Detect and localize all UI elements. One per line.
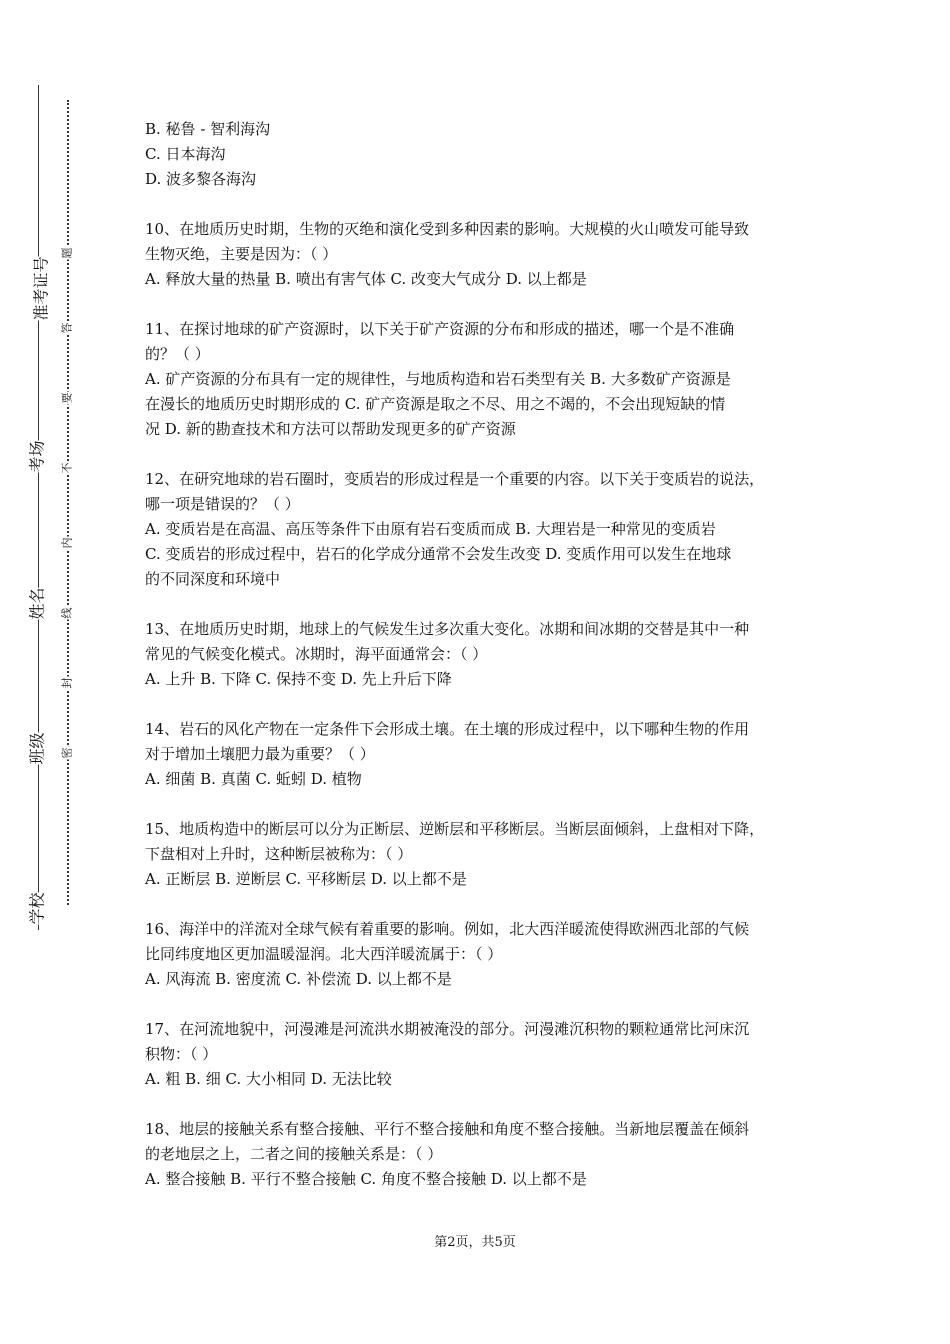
seal-char: 密 xyxy=(57,747,77,760)
question-line: 12、在研究地球的岩石圈时，变质岩的形成过程是一个重要的内容。以下关于变质岩的说法， xyxy=(145,470,765,488)
question-line: A. 风海流 B. 密度流 C. 补偿流 D. 以上都不是 xyxy=(145,970,452,988)
question-line: 常见的气候变化模式。冰期时，海平面通常会：（ ） xyxy=(145,645,488,663)
question-line: A. 上升 B. 下降 C. 保持不变 D. 先上升后下降 xyxy=(145,670,452,688)
question-line: C. 变质岩的形成过程中，岩石的化学成分通常不会发生改变 D. 变质作用可以发生在地球 xyxy=(145,545,732,563)
question-line: 的不同深度和环境中 xyxy=(145,570,281,588)
question-13 xyxy=(145,617,825,692)
seal-char: 内 xyxy=(57,537,77,550)
question-line: 下盘相对上升时，这种断层被称为：（ ） xyxy=(145,845,413,863)
question-line: 11、在探讨地球的矿产资源时，以下关于矿产资源的分布和形成的描述，哪一个是不准确 xyxy=(145,320,735,338)
question-16 xyxy=(145,917,825,992)
question-line: A. 变质岩是在高温、高压等条件下由原有岩石变质而成 B. 大理岩是一种常见的变质岩 xyxy=(145,520,716,538)
question-14 xyxy=(145,717,825,792)
question-line: A. 正断层 B. 逆断层 C. 平移断层 D. 以上都不是 xyxy=(145,870,467,888)
question-line: 积物：（ ） xyxy=(145,1045,218,1063)
question-line: A. 整合接触 B. 平行不整合接触 C. 角度不整合接触 D. 以上都不是 xyxy=(145,1170,587,1188)
question-line: A. 粗 B. 细 C. 大小相同 D. 无法比较 xyxy=(145,1070,392,1088)
question-line: 18、地层的接触关系有整合接触、平行不整合接触和角度不整合接触。当新地层覆盖在倾斜 xyxy=(145,1120,750,1138)
page-number: 第2页，共5页 xyxy=(434,1235,516,1250)
exam-number-label: 准考证号 xyxy=(27,256,54,320)
question-line: 的老地层之上，二者之间的接触关系是：（ ） xyxy=(145,1145,443,1163)
question-line: A. 矿产资源的分布具有一定的规律性，与地质构造和岩石类型有关 B. 大多数矿产资源是 xyxy=(145,370,731,388)
question-line: 哪一项是错误的？（ ） xyxy=(145,495,300,513)
option-line: B. 秘鲁 - 智利海沟 xyxy=(145,120,271,138)
question-11 xyxy=(145,317,825,442)
question-line: 况 D. 新的勘查技术和方法可以帮助发现更多的矿产资源 xyxy=(145,420,516,438)
question-line: 在漫长的地质历史时期形成的 C. 矿产资源是取之不尽、用之不竭的，不会出现短缺的情 xyxy=(145,395,726,413)
seal-char: 线 xyxy=(57,607,77,620)
class-label: 班级 xyxy=(23,732,50,764)
continued-options xyxy=(145,117,825,192)
question-content xyxy=(145,117,825,1217)
question-line: 生物灭绝，主要是因为：（ ） xyxy=(145,245,338,263)
question-line: 14、岩石的风化产物在一定条件下会形成土壤。在土壤的形成过程中，以下哪种生物的作用 xyxy=(145,720,750,738)
seal-char: 要 xyxy=(57,392,77,405)
question-12 xyxy=(145,467,825,592)
seal-char: 不 xyxy=(57,462,77,475)
seal-char: 答 xyxy=(57,322,77,335)
question-17 xyxy=(145,1017,825,1092)
question-line: 的？（ ） xyxy=(145,345,210,363)
name-label: 姓名 xyxy=(23,587,50,619)
question-line: 17、在河流地貌中，河漫滩是河流洪水期被淹没的部分。河漫滩沉积物的颗粒通常比河床沉 xyxy=(145,1020,750,1038)
option-line: D. 波多黎各海沟 xyxy=(145,170,257,188)
question-line: 13、在地质历史时期，地球上的气候发生过多次重大变化。冰期和间冰期的交替是其中一种 xyxy=(145,620,750,638)
seal-char: 封 xyxy=(57,677,77,690)
question-line: A. 细菌 B. 真菌 C. 蚯蚓 D. 植物 xyxy=(145,770,362,788)
question-18 xyxy=(145,1117,825,1192)
question-line: 比同纬度地区更加温暖湿润。北大西洋暖流属于：（ ） xyxy=(145,945,503,963)
question-line: 对于增加土壤肥力最为重要？（ ） xyxy=(145,745,375,763)
question-line: 15、地质构造中的断层可以分为正断层、逆断层和平移断层。当断层面倾斜，上盘相对下降， xyxy=(145,820,765,838)
question-10 xyxy=(145,217,825,292)
question-line: A. 释放大量的热量 B. 喷出有害气体 C. 改变大气成分 D. 以上都是 xyxy=(145,270,587,288)
question-line: 10、在地质历史时期，生物的灭绝和演化受到多种因素的影响。大规模的火山喷发可能导致 xyxy=(145,220,750,238)
school-label: 学校 xyxy=(23,892,50,924)
seal-char: 题 xyxy=(57,247,77,260)
question-line: 16、海洋中的洋流对全球气候有着重要的影响。例如，北大西洋暖流使得欧洲西北部的气候 xyxy=(145,920,750,938)
binding-line xyxy=(38,85,39,930)
option-line: C. 日本海沟 xyxy=(145,145,226,163)
question-15 xyxy=(145,817,825,892)
exam-room-label: 考场 xyxy=(23,440,50,472)
seal-dotted-line xyxy=(67,100,69,905)
